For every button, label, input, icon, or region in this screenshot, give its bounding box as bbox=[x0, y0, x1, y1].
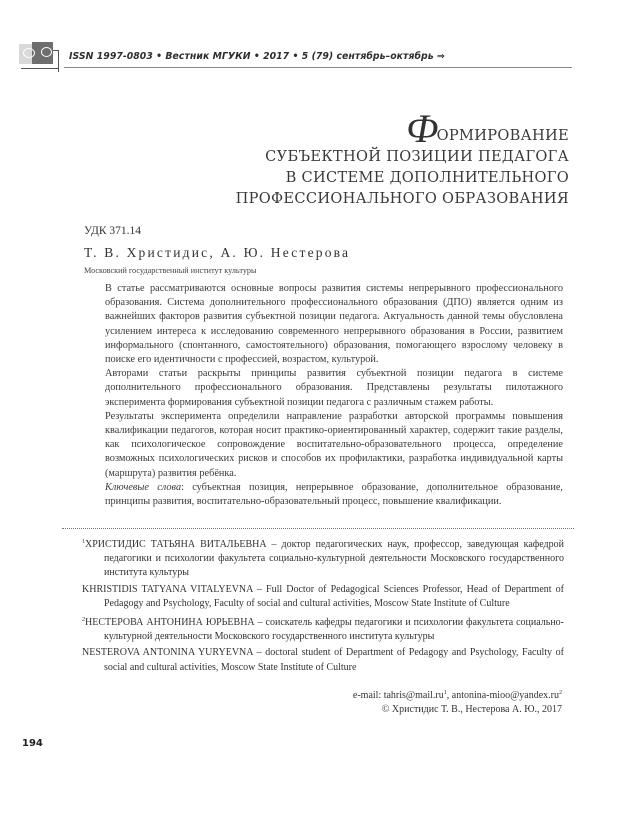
bio-footnote-mark: 1 bbox=[82, 539, 85, 545]
email-separator: , bbox=[446, 690, 452, 701]
bio-text: – Full Doctor of Pedagogical Sciences Professor, Head of Department of Pedagogy and Psychology, Faculty of social and cultural activities, Moscow State Institute of Culture bbox=[104, 583, 564, 609]
bio-text: – doctoral student of Department of Pedagogy and Psychology, Faculty of social and cultural activities, Moscow State Institute of Culture bbox=[104, 647, 564, 673]
bio-entry bbox=[82, 583, 564, 611]
dotted-separator bbox=[62, 528, 574, 529]
affiliation: Московский государственный институт культуры bbox=[84, 266, 257, 275]
email-footnote-mark: 1 bbox=[443, 690, 447, 696]
bio-name: НЕСТЕРОВА АНТОНИНА ЮРЬЕВНА bbox=[85, 617, 255, 629]
title-dropcap: Ф bbox=[406, 106, 439, 151]
bio-text: – соискатель кафедры педагогики и психологии факультета социально-культурной деятельности Московского государственного института культуры bbox=[104, 617, 564, 643]
header-rule bbox=[64, 67, 572, 68]
keywords-text: : субъектная позиция, непрерывное образование, дополнительное образование, принципы развития, воспитательно-образовательный процесс, повышение квалификации. bbox=[105, 482, 563, 508]
email-link-1[interactable]: tahris@mail.ru bbox=[383, 690, 444, 701]
title-line-1-text: ОРМИРОВАНИЕ bbox=[436, 127, 569, 144]
bio-text: – доктор педагогических наук, профессор, заведующая кафедрой педагогики и психологии факультета социально-культурной деятельности Московского государственного института культуры bbox=[104, 539, 564, 579]
title-line-4: ПРОФЕССИОНАЛЬНОГО ОБРАЗОВАНИЯ bbox=[235, 190, 569, 207]
bio-entry bbox=[82, 613, 564, 644]
email-link-2[interactable]: antonina-mioo@yandex.ru bbox=[451, 690, 559, 701]
bio-entry bbox=[82, 646, 564, 674]
bio-entry bbox=[82, 535, 564, 581]
ionic-column-capital-icon bbox=[19, 42, 53, 64]
author-bios bbox=[82, 535, 564, 677]
email-line bbox=[353, 686, 562, 703]
logo-rule-horizontal bbox=[21, 68, 59, 69]
logo-rule-vertical bbox=[58, 50, 59, 72]
bio-name: ХРИСТИДИС ТАТЬЯНА ВИТАЛЬЕВНА bbox=[85, 539, 267, 550]
bio-footnote-mark: 2 bbox=[82, 617, 85, 624]
keywords bbox=[105, 481, 563, 509]
article-title bbox=[235, 106, 569, 209]
title-line-3: В СИСТЕМЕ ДОПОЛНИТЕЛЬНОГО bbox=[285, 169, 569, 186]
abstract-paragraph: В статье рассматриваются основные вопросы развития системы непрерывного профессионального образования. Система дополнительного профессионального образования (ДПО) является одним из важнейших факторов развития субъектной позиции педагога. Актуальность данной темы обусловлена усилением интереса к исследованию современного непрерывного образования в России, развитием информального (спонтанного, самостоятельного) образования, помогающего взрослому человеку в поиске его идентичности с профессией, возрастом, культурой. bbox=[105, 283, 563, 366]
title-line-1 bbox=[236, 106, 569, 151]
running-head: ISSN 1997-0803 • Вестник МГУКИ • 2017 • 5 (79) сентябрь–октябрь ⇒ bbox=[69, 51, 445, 62]
keywords-label: Ключевые слова bbox=[105, 482, 182, 493]
copyright: © Христидис Т. В., Нестерова А. Ю., 2017 bbox=[381, 704, 562, 715]
authors: Т. В. Христидис, А. Ю. Нестерова bbox=[84, 245, 351, 260]
abstract bbox=[105, 282, 563, 481]
page-number: 194 bbox=[22, 738, 43, 749]
logo-rule-tick bbox=[53, 50, 59, 51]
bio-name: KHRISTIDIS TATYANA VITALYEVNA bbox=[82, 583, 253, 595]
email-prefix: e-mail: bbox=[352, 690, 384, 701]
abstract-paragraph: Авторами статьи раскрыты принципы развития субъектной позиции педагога в системе дополнительного профессионального образования. Представлены результаты пилотажного эксперимента формирования субъектной позиции педагога с различным стажем работы. bbox=[105, 368, 563, 408]
logo-volute-left bbox=[23, 48, 35, 58]
abstract-paragraph: Результаты эксперимента определили направление разработки авторской программы повышения квалификации педагогов, которая носит практико-ориентированный характер, содержит такие разделы, как психологическое сопровождение воспитательно-образовательного процесса, определение возможных психологических рисков и способов их профилактики, разработка индивидуальной карты (маршрута) развития ребёнка. bbox=[105, 410, 563, 479]
udk-code: УДК 371.14 bbox=[84, 225, 141, 237]
bio-name: NESTEROVA ANTONINA YURYEVNA bbox=[82, 647, 253, 659]
contacts bbox=[353, 686, 562, 717]
title-line-2: СУБЪЕКТНОЙ ПОЗИЦИИ ПЕДАГОГА bbox=[265, 148, 569, 165]
logo-volute-right bbox=[41, 47, 52, 57]
email-footnote-mark: 2 bbox=[559, 690, 562, 696]
page-header bbox=[0, 0, 617, 70]
